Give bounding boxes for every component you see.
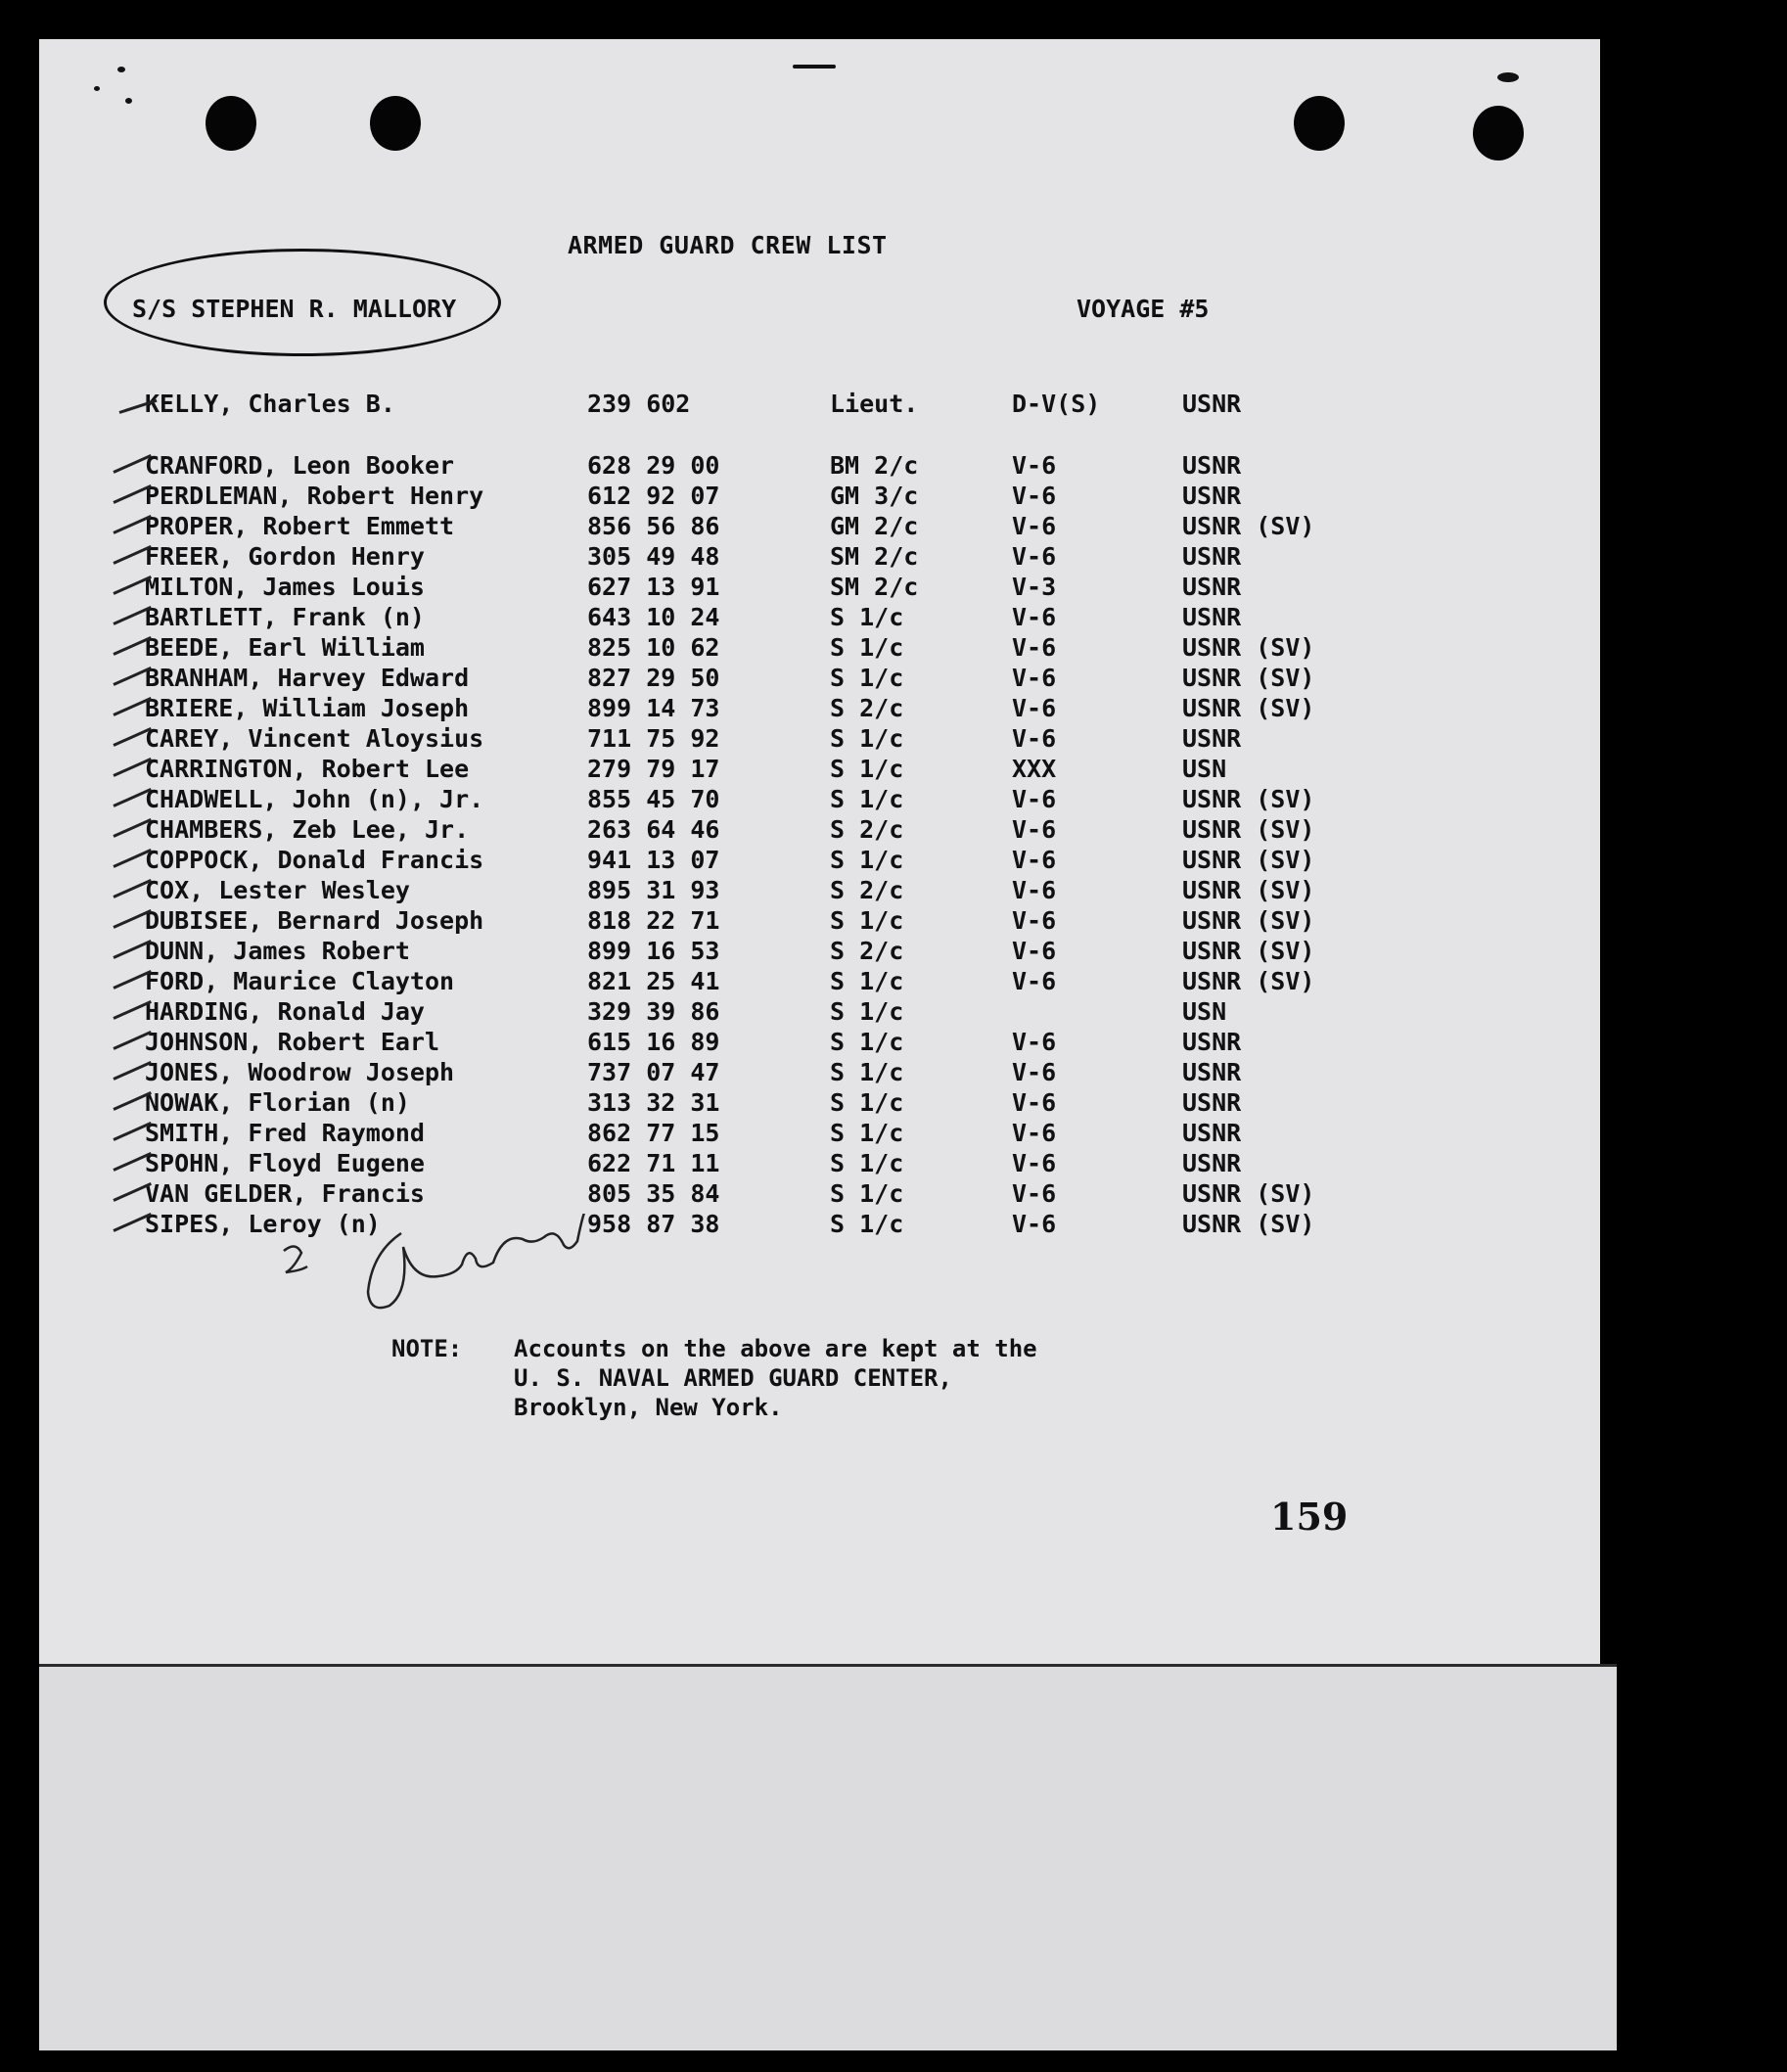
crew-rate: S 2/c — [830, 876, 904, 904]
service-number: 263 64 46 — [587, 815, 720, 844]
table-row — [0, 573, 1468, 602]
crew-class: V-6 — [1012, 785, 1057, 813]
table-row — [0, 664, 1468, 693]
crew-name: VAN GELDER, Francis — [145, 1179, 425, 1208]
crew-rate: S 2/c — [830, 694, 904, 722]
service-number: 239 602 — [587, 390, 691, 418]
table-row — [0, 633, 1468, 663]
crew-service: USNR — [1182, 542, 1242, 571]
service-number: 329 39 86 — [587, 997, 720, 1026]
service-number: 643 10 24 — [587, 603, 720, 631]
service-number: 615 16 89 — [587, 1028, 720, 1056]
crew-name: HARDING, Ronald Jay — [145, 997, 425, 1026]
service-number: 805 35 84 — [587, 1179, 720, 1208]
crew-class: V-3 — [1012, 573, 1057, 601]
table-row — [0, 906, 1468, 936]
crew-rate: S 1/c — [830, 906, 904, 935]
table-row — [0, 1119, 1468, 1148]
crew-service: USNR (SV) — [1182, 815, 1315, 844]
crew-service: USNR — [1182, 1119, 1242, 1147]
crew-rate: SM 2/c — [830, 573, 919, 601]
service-number: 827 29 50 — [587, 664, 720, 692]
crew-rate: S 1/c — [830, 1088, 904, 1117]
crew-service: USNR — [1182, 1058, 1242, 1086]
crew-rate: S 1/c — [830, 755, 904, 783]
crew-name: NOWAK, Florian (n) — [145, 1088, 410, 1117]
table-row — [0, 785, 1468, 814]
crew-name: CARRINGTON, Robert Lee — [145, 755, 470, 783]
service-number: 862 77 15 — [587, 1119, 720, 1147]
table-row — [0, 1179, 1468, 1209]
table-row — [0, 1088, 1468, 1118]
crew-rate: S 1/c — [830, 1149, 904, 1177]
table-row — [0, 512, 1468, 541]
crew-service: USNR (SV) — [1182, 512, 1315, 540]
crew-class: V-6 — [1012, 694, 1057, 722]
note-label: NOTE: — [391, 1335, 463, 1362]
punch-hole-icon — [206, 96, 256, 151]
crew-class: V-6 — [1012, 451, 1057, 480]
service-number: 899 16 53 — [587, 937, 720, 965]
crew-service: USNR (SV) — [1182, 1210, 1315, 1238]
crew-service: USNR — [1182, 1088, 1242, 1117]
crew-name: MILTON, James Louis — [145, 573, 425, 601]
punch-hole-icon — [370, 96, 421, 151]
crew-class: V-6 — [1012, 664, 1057, 692]
ink-speck-icon — [1497, 72, 1519, 82]
crew-class: V-6 — [1012, 906, 1057, 935]
page-number: 159 — [1270, 1495, 1349, 1539]
crew-class: V-6 — [1012, 876, 1057, 904]
table-row — [0, 451, 1468, 481]
crew-service: USNR (SV) — [1182, 1179, 1315, 1208]
crew-rate: S 1/c — [830, 633, 904, 662]
crew-service: USN — [1182, 997, 1227, 1026]
punch-hole-icon — [1294, 96, 1345, 151]
table-row — [0, 1058, 1468, 1087]
crew-rate: S 1/c — [830, 785, 904, 813]
crew-service: USNR — [1182, 451, 1242, 480]
crew-service: USNR — [1182, 1149, 1242, 1177]
ink-speck-icon — [94, 86, 100, 91]
crew-class: V-6 — [1012, 967, 1057, 995]
crew-class: V-6 — [1012, 1119, 1057, 1147]
service-number: 818 22 71 — [587, 906, 720, 935]
crew-class: V-6 — [1012, 633, 1057, 662]
crew-rate: S 1/c — [830, 664, 904, 692]
voyage-number: VOYAGE #5 — [1077, 295, 1210, 323]
crew-name: KELLY, Charles B. — [145, 390, 395, 418]
crew-class: V-6 — [1012, 724, 1057, 753]
note-line: Brooklyn, New York. — [514, 1394, 783, 1421]
crew-name: PROPER, Robert Emmett — [145, 512, 455, 540]
crew-service: USNR — [1182, 1028, 1242, 1056]
crew-rate: S 1/c — [830, 1119, 904, 1147]
crew-class: V-6 — [1012, 1088, 1057, 1117]
table-row — [0, 724, 1468, 754]
crew-class: V-6 — [1012, 846, 1057, 874]
crew-rate: GM 3/c — [830, 482, 919, 510]
crew-name: COX, Lester Wesley — [145, 876, 410, 904]
crew-name: DUBISEE, Bernard Joseph — [145, 906, 484, 935]
crew-name: SMITH, Fred Raymond — [145, 1119, 425, 1147]
crew-rate: GM 2/c — [830, 512, 919, 540]
crew-rate: S 1/c — [830, 1058, 904, 1086]
service-number: 313 32 31 — [587, 1088, 720, 1117]
table-row — [0, 1028, 1468, 1057]
crew-rate: SM 2/c — [830, 542, 919, 571]
service-number: 958 87 38 — [587, 1210, 720, 1238]
service-number: 941 13 07 — [587, 846, 720, 874]
table-row — [0, 876, 1468, 905]
crew-rate: Lieut. — [830, 390, 919, 418]
crew-rate: S 1/c — [830, 724, 904, 753]
note-line: U. S. NAVAL ARMED GUARD CENTER, — [514, 1364, 952, 1392]
service-number: 855 45 70 — [587, 785, 720, 813]
crew-service: USNR — [1182, 603, 1242, 631]
service-number: 622 71 11 — [587, 1149, 720, 1177]
ship-name: S/S STEPHEN R. MALLORY — [132, 295, 457, 323]
table-row — [0, 755, 1468, 784]
table-row — [0, 997, 1468, 1027]
crew-name: FORD, Maurice Clayton — [145, 967, 455, 995]
table-row — [0, 815, 1468, 845]
officer-row — [0, 390, 1468, 419]
service-number: 856 56 86 — [587, 512, 720, 540]
crew-rate: S 1/c — [830, 1028, 904, 1056]
service-number: 612 92 07 — [587, 482, 720, 510]
crew-service: USNR — [1182, 390, 1242, 418]
crew-name: SIPES, Leroy (n) — [145, 1210, 381, 1238]
crew-service: USNR (SV) — [1182, 633, 1315, 662]
crew-class: V-6 — [1012, 1210, 1057, 1238]
crew-name: PERDLEMAN, Robert Henry — [145, 482, 484, 510]
crew-name: BRIERE, William Joseph — [145, 694, 470, 722]
ink-speck-icon — [117, 67, 125, 72]
crew-class: V-6 — [1012, 1179, 1057, 1208]
table-row — [0, 542, 1468, 572]
crew-class: V-6 — [1012, 1149, 1057, 1177]
crew-name: BEEDE, Earl William — [145, 633, 425, 662]
crew-class: D-V(S) — [1012, 390, 1101, 418]
service-number: 821 25 41 — [587, 967, 720, 995]
document-title: ARMED GUARD CREW LIST — [568, 231, 888, 259]
punch-hole-icon — [1473, 106, 1524, 161]
crew-class: V-6 — [1012, 815, 1057, 844]
service-number: 737 07 47 — [587, 1058, 720, 1086]
crew-name: BARTLETT, Frank (n) — [145, 603, 425, 631]
crew-name: CHAMBERS, Zeb Lee, Jr. — [145, 815, 470, 844]
crew-class: V-6 — [1012, 542, 1057, 571]
ink-speck-icon — [793, 65, 836, 69]
crew-service: USNR (SV) — [1182, 967, 1315, 995]
crew-class: V-6 — [1012, 937, 1057, 965]
crew-name: DUNN, James Robert — [145, 937, 410, 965]
table-row — [0, 967, 1468, 996]
service-number: 895 31 93 — [587, 876, 720, 904]
crew-service: USNR — [1182, 482, 1242, 510]
crew-rate: S 1/c — [830, 846, 904, 874]
table-row — [0, 482, 1468, 511]
crew-service: USNR — [1182, 724, 1242, 753]
crew-name: CAREY, Vincent Aloysius — [145, 724, 484, 753]
crew-service: USNR (SV) — [1182, 664, 1315, 692]
table-row — [0, 937, 1468, 966]
crew-service: USNR (SV) — [1182, 846, 1315, 874]
crew-class: V-6 — [1012, 1058, 1057, 1086]
crew-rate: S 2/c — [830, 937, 904, 965]
note-line: Accounts on the above are kept at the — [514, 1335, 1037, 1362]
crew-class: V-6 — [1012, 603, 1057, 631]
table-row — [0, 846, 1468, 875]
service-number: 279 79 17 — [587, 755, 720, 783]
crew-name: COPPOCK, Donald Francis — [145, 846, 484, 874]
service-number: 627 13 91 — [587, 573, 720, 601]
crew-service: USNR — [1182, 573, 1242, 601]
service-number: 899 14 73 — [587, 694, 720, 722]
service-number: 825 10 62 — [587, 633, 720, 662]
crew-service: USN — [1182, 755, 1227, 783]
table-row — [0, 1149, 1468, 1178]
crew-service: USNR (SV) — [1182, 906, 1315, 935]
ink-speck-icon — [125, 98, 132, 104]
service-number: 628 29 00 — [587, 451, 720, 480]
handwritten-signature — [264, 1214, 656, 1321]
crew-rate: S 1/c — [830, 1179, 904, 1208]
crew-rate: S 1/c — [830, 967, 904, 995]
table-row — [0, 1210, 1468, 1239]
crew-name: CRANFORD, Leon Booker — [145, 451, 455, 480]
crew-name: JONES, Woodrow Joseph — [145, 1058, 455, 1086]
crew-service: USNR (SV) — [1182, 694, 1315, 722]
crew-service: USNR (SV) — [1182, 937, 1315, 965]
crew-name: CHADWELL, John (n), Jr. — [145, 785, 484, 813]
table-row — [0, 694, 1468, 723]
service-number: 305 49 48 — [587, 542, 720, 571]
crew-class: V-6 — [1012, 512, 1057, 540]
crew-rate: S 1/c — [830, 997, 904, 1026]
crew-name: SPOHN, Floyd Eugene — [145, 1149, 425, 1177]
crew-name: FREER, Gordon Henry — [145, 542, 425, 571]
crew-class: V-6 — [1012, 1028, 1057, 1056]
crew-rate: BM 2/c — [830, 451, 919, 480]
crew-service: USNR (SV) — [1182, 785, 1315, 813]
crew-rate: S 2/c — [830, 815, 904, 844]
crew-class: XXX — [1012, 755, 1057, 783]
crew-service: USNR (SV) — [1182, 876, 1315, 904]
crew-class: V-6 — [1012, 482, 1057, 510]
folded-page-edge — [39, 1664, 1617, 2050]
service-number: 711 75 92 — [587, 724, 720, 753]
crew-name: JOHNSON, Robert Earl — [145, 1028, 440, 1056]
crew-rate: S 1/c — [830, 1210, 904, 1238]
crew-name: BRANHAM, Harvey Edward — [145, 664, 470, 692]
table-row — [0, 603, 1468, 632]
crew-rate: S 1/c — [830, 603, 904, 631]
